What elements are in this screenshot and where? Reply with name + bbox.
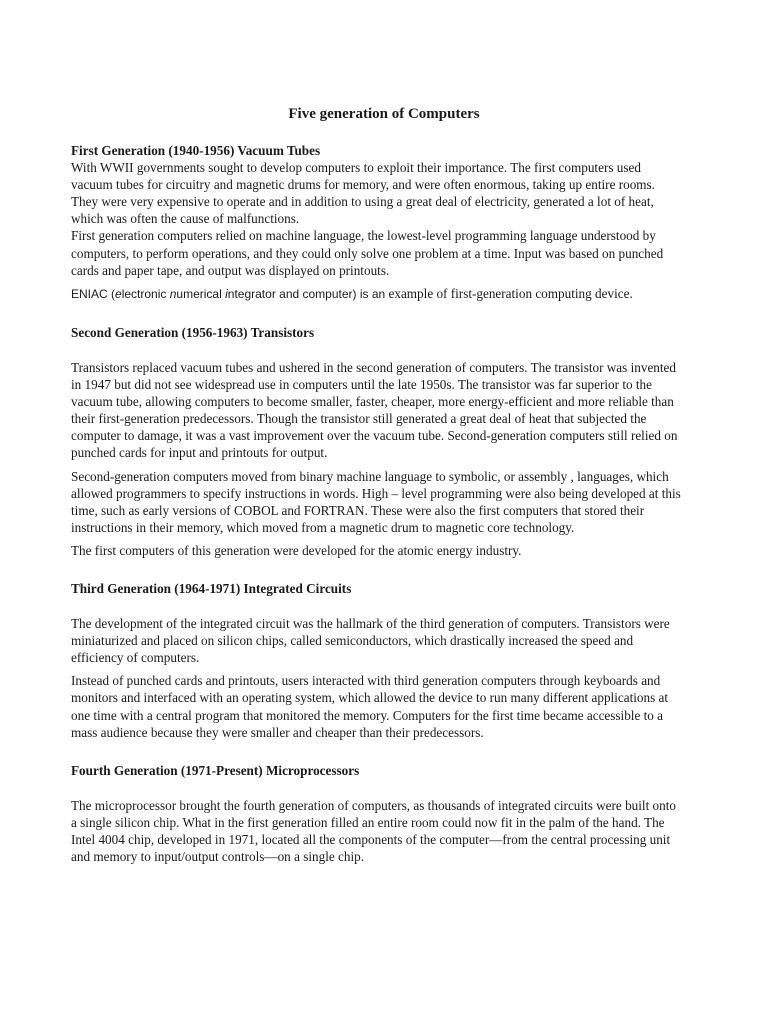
eniac-paragraph: ENIAC (electronic numerical integrator and computer) is an example of first-generation computing device. xyxy=(71,285,633,301)
paragraph: The microprocessor brought the fourth generation of computers, as thousands of integrated circuits were built onto a single silicon chip. What in the first generation filled an entire room could now fit in the palm of the hand. The Intel 4004 chip, developed in 1971, located all the components of the computer—from the central processing unit and memory to input/output controls—on a single chip. xyxy=(71,797,676,865)
paragraph: Second-generation computers moved from binary machine language to symbolic, or assembly , languages, which allowed programmers to specify instructions in words. High – level programming were also being developed at this time, such as early versions of COBOL and FORTRAN. These were also the first computers that stored their instructions in their memory, which moved from a magnetic drum to magnetic core technology. xyxy=(71,468,681,535)
paragraph: First generation computers relied on machine language, the lowest-level programming language understood by computers, to perform operations, and they could only solve one problem at a time. Input was based on punched cards and paper tape, and output was displayed on printouts. xyxy=(71,228,664,278)
section-heading-fourth-generation: Fourth Generation (1971-Present) Microprocessors xyxy=(71,762,360,778)
paragraph: With WWII governments sought to develop computers to exploit their importance. The first computers used vacuum tubes for circuitry and magnetic drums for memory, and were often enormous, taking up entire rooms. They were very expensive to operate and in addition to using a great deal of electricity, generated a lot of heat, which was often the cause of malfunctions. xyxy=(71,160,655,227)
paragraph: The development of the integrated circuit was the hallmark of the third generation of computers. Transistors were miniaturized and placed on silicon chips, called semiconductors, which drastically increased the speed and efficiency of computers. xyxy=(71,616,670,666)
paragraph: Transistors replaced vacuum tubes and ushered in the second generation of computers. The transistor was invented in 1947 but did not see widespread use in computers until the late 1950s. The transistor was far superior to the vacuum tube, allowing computers to become smaller, faster, cheaper, more energy-efficient and more reliable than their first-generation predecessors. Though the transistor still generated a great deal of heat that subjected the computer to damage, it was a vast improvement over the vacuum tube. Second-generation computers still relied on punched cards for input and printouts for output. xyxy=(71,359,678,461)
paragraph: The first computers of this generation were developed for the atomic energy industry. xyxy=(71,542,522,558)
eniac-sans-text: ENIAC (electronic numerical integrator and computer) is an xyxy=(71,286,386,301)
paragraph: Instead of punched cards and printouts, users interacted with third generation computers through keyboards and monitors and interfaced with an operating system, which allowed the device to run many different applications at one time with a central program that monitored the memory. Computers for the first time became accessible to a mass audience because they were smaller and cheaper than their predecessors. xyxy=(71,673,669,740)
section-heading-second-generation: Second Generation (1956-1963) Transistors xyxy=(71,324,315,340)
page-title: Five generation of Computers xyxy=(288,106,480,122)
document-body xyxy=(71,142,683,865)
section-heading-first-generation: First Generation (1940-1956) Vacuum Tubes xyxy=(71,143,321,158)
section-heading-third-generation: Third Generation (1964-1971) Integrated Circuits xyxy=(71,580,352,596)
